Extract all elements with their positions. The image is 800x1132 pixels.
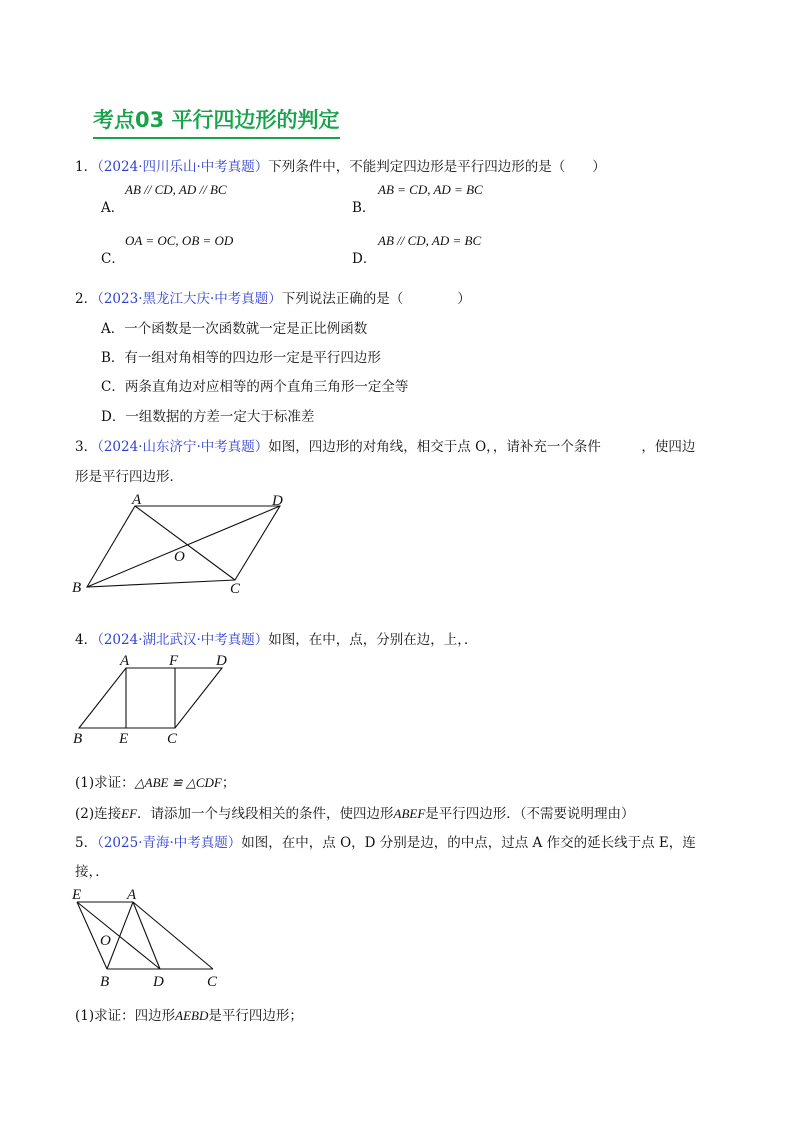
q4-part-2-formula-abef: ABEF — [393, 806, 426, 821]
q2-option-c: C．两条直角边对应相等的两个直角三角形一定全等 — [101, 379, 409, 395]
q5-segment-ad — [133, 902, 160, 969]
q5-segment-ac — [133, 902, 213, 969]
q5-segment-ed — [77, 902, 160, 969]
page-title: 考点03 平行四边形的判定 — [93, 104, 340, 139]
q5-label-d: D — [153, 974, 164, 990]
question-1-number: 1． — [75, 159, 98, 175]
q1-option-c-letter: C． — [101, 251, 125, 267]
q5-part-1 — [75, 1004, 303, 1024]
q4-label-a: A — [120, 653, 130, 669]
q4-label-d: D — [216, 653, 227, 669]
question-4-text: 如图，在中，点，分别在边，上，． — [268, 632, 478, 648]
q1-option-a-letter: A． — [101, 200, 125, 216]
q3-parallelogram-figure — [60, 488, 320, 603]
q1-option-c-formula: OA = OC, OB = OD — [125, 233, 234, 248]
q4-part-2-prefix: (2)连接 — [75, 806, 122, 822]
question-5-source: （2025·青海·中考真题） — [97, 835, 242, 851]
question-3-stem — [75, 435, 695, 455]
q2-option-a: A．一个函数是一次函数就一定是正比例函数 — [101, 321, 368, 337]
question-4-stem — [75, 628, 478, 648]
q5-part-1-suffix: 是平行四边形； — [208, 1008, 303, 1024]
q3-diagonal-bd — [87, 506, 280, 587]
q4-part-1-suffix: ； — [221, 775, 236, 791]
question-2-source: （2023·黑龙江大庆·中考真题） — [97, 291, 282, 307]
q4-part-1-prefix: (1)求证： — [75, 775, 135, 791]
question-5-text-line2: 接，． — [75, 864, 109, 880]
q3-label-d: D — [272, 493, 283, 509]
question-1-text: 下列条件中，不能判定四边形是平行四边形的是（ ） — [268, 159, 606, 175]
question-3-number: 3． — [75, 439, 98, 455]
question-2-text: 下列说法正确的是（ ） — [281, 291, 471, 307]
q5-part-1-formula: AEBD — [175, 1008, 209, 1023]
question-4-source: （2024·湖北武汉·中考真题） — [97, 632, 269, 648]
q5-part-1-prefix: (1)求证：四边形 — [75, 1008, 176, 1024]
q4-part-2-suffix: 是平行四边形．（不需要说明理由） — [425, 806, 635, 822]
q5-figure — [60, 882, 240, 992]
q3-label-c: C — [230, 581, 241, 597]
q3-label-o: O — [174, 549, 185, 565]
q5-label-o: O — [100, 933, 111, 949]
question-1-source: （2024·四川乐山·中考真题） — [97, 159, 269, 175]
question-3-text-line2: 形是平行四边形． — [75, 469, 183, 485]
q1-option-b-letter: B． — [352, 200, 376, 216]
q4-parallelogram-figure — [65, 650, 245, 750]
q2-option-b: B．有一组对角相等的四边形一定是平行四边形 — [101, 350, 381, 366]
q5-label-b: B — [100, 974, 110, 990]
q4-part-2-middle: ．请添加一个与线段相关的条件，使四边形 — [137, 806, 394, 822]
q4-part-1 — [75, 771, 235, 791]
q4-label-f: F — [169, 653, 179, 669]
q1-option-d-letter: D． — [352, 251, 377, 267]
q5-label-a: A — [127, 887, 137, 903]
q3-label-a: A — [132, 492, 142, 508]
q3-diagonal-ac — [135, 506, 235, 580]
question-5-stem — [75, 831, 696, 851]
q4-part-2 — [75, 802, 635, 822]
q1-option-b-formula: AB = CD, AD = BC — [378, 182, 483, 197]
q4-label-b: B — [73, 731, 83, 747]
question-4-number: 4． — [75, 632, 98, 648]
q2-option-d: D．一组数据的方差一定大于标准差 — [101, 409, 315, 425]
question-2-number: 2． — [75, 291, 98, 307]
q4-parallelogram — [79, 668, 222, 728]
q5-segment-ab — [107, 902, 133, 969]
q1-option-d-formula: AB // CD, AD = BC — [378, 233, 482, 248]
question-5-number: 5． — [75, 835, 98, 851]
q3-label-b: B — [72, 580, 82, 596]
q4-label-c: C — [167, 731, 178, 747]
q1-option-a-formula: AB // CD, AD // BC — [125, 182, 227, 197]
q4-label-e: E — [119, 731, 129, 747]
q4-part-2-formula-ef: EF — [121, 806, 138, 821]
question-3-text-line1: 如图，四边形的对角线，相交于点 O，，请补充一个条件 ，使四边 — [268, 439, 696, 455]
question-2-stem — [75, 287, 471, 307]
q4-part-1-formula: △ABE ≌ △CDF — [134, 775, 222, 790]
q5-label-c: C — [207, 974, 218, 990]
q5-label-e: E — [72, 887, 82, 903]
question-5-text-line1: 如图，在中，点 O，D 分别是边，的中点，过点 A 作交的延长线于点 E，连 — [241, 835, 696, 851]
question-1-stem — [75, 155, 606, 175]
question-3-source: （2024·山东济宁·中考真题） — [97, 439, 269, 455]
